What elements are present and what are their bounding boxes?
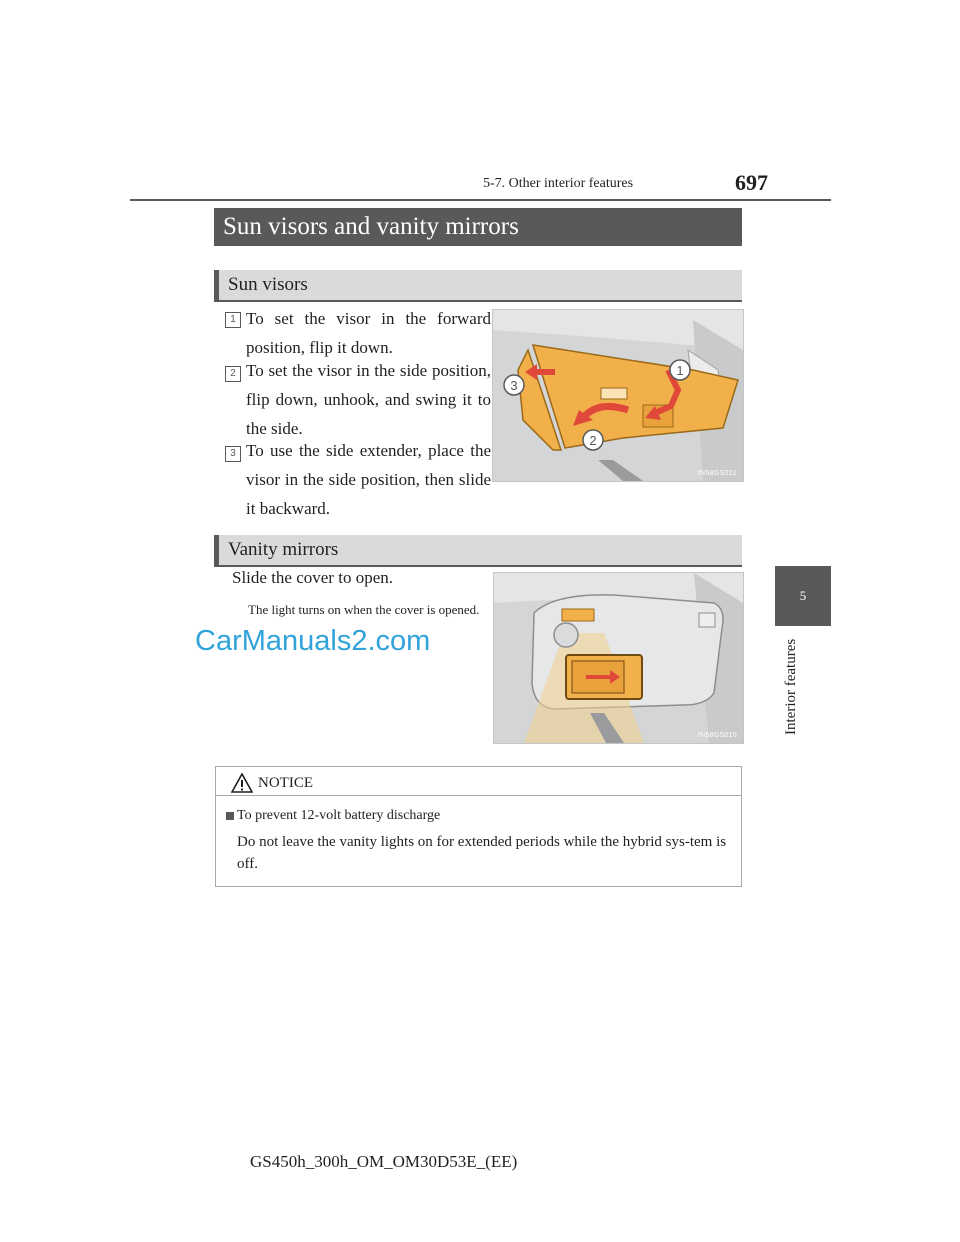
sun-visor-illustration bbox=[492, 309, 744, 482]
vanity-mirror-illustration bbox=[493, 572, 744, 744]
illustration-code: IN58GS010 bbox=[697, 732, 737, 739]
step-number-1: 1 bbox=[225, 312, 241, 328]
vanity-instruction: Slide the cover to open. bbox=[232, 568, 393, 587]
page-number: 697 bbox=[735, 170, 768, 195]
vanity-mirrors-heading bbox=[214, 535, 742, 565]
heading-bar bbox=[214, 270, 219, 300]
square-bullet-icon bbox=[226, 812, 234, 820]
footer-document-code: GS450h_300h_OM_OM30D53E_(EE) bbox=[250, 1152, 518, 1171]
chapter-label: Interior features bbox=[783, 638, 799, 736]
main-title: Sun visors and vanity mirrors bbox=[214, 208, 742, 246]
vanity-mirror-drawing bbox=[494, 573, 743, 743]
section-title: 5-7. Other interior features bbox=[483, 176, 634, 191]
step-number-2: 2 bbox=[225, 366, 241, 382]
warning-triangle-icon bbox=[231, 773, 253, 793]
notice-box bbox=[215, 766, 742, 887]
heading-bar bbox=[214, 535, 219, 565]
chapter-tab[interactable] bbox=[775, 566, 831, 626]
chapter-number: 5 bbox=[799, 588, 807, 603]
step-3-text: To use the side extender, place the visor in the side position, then slide it backward. bbox=[246, 441, 491, 518]
sun-visors-heading-text: Sun visors bbox=[228, 274, 308, 295]
step-number-3: 3 bbox=[225, 446, 241, 462]
notice-divider bbox=[216, 795, 741, 796]
header-rule bbox=[130, 199, 831, 201]
heading-rule bbox=[214, 300, 742, 302]
callout-1: 1 bbox=[676, 363, 684, 378]
notice-body: Do not leave the vanity lights on for extended periods while the hybrid sys-tem is off. bbox=[237, 834, 727, 872]
step-1-text: To set the visor in the forward position, flip it down. bbox=[246, 309, 491, 357]
illustration-code: IN58GS021 bbox=[697, 470, 737, 477]
step-2-text: To set the visor in the side position, flip down, unhook, and swing it to the side. bbox=[246, 361, 491, 438]
heading-rule bbox=[214, 565, 742, 567]
sun-visors-heading bbox=[214, 270, 742, 300]
callout-2: 2 bbox=[589, 433, 597, 448]
vanity-mirrors-heading-text: Vanity mirrors bbox=[228, 539, 339, 560]
watermark-logo: CarManuals2.com bbox=[195, 625, 431, 657]
notice-title: NOTICE bbox=[258, 775, 313, 791]
sun-visor-drawing bbox=[493, 310, 743, 481]
notice-heading: To prevent 12-volt battery discharge bbox=[237, 808, 441, 823]
callout-3: 3 bbox=[510, 378, 518, 393]
vanity-note: The light turns on when the cover is opened. bbox=[248, 602, 480, 617]
